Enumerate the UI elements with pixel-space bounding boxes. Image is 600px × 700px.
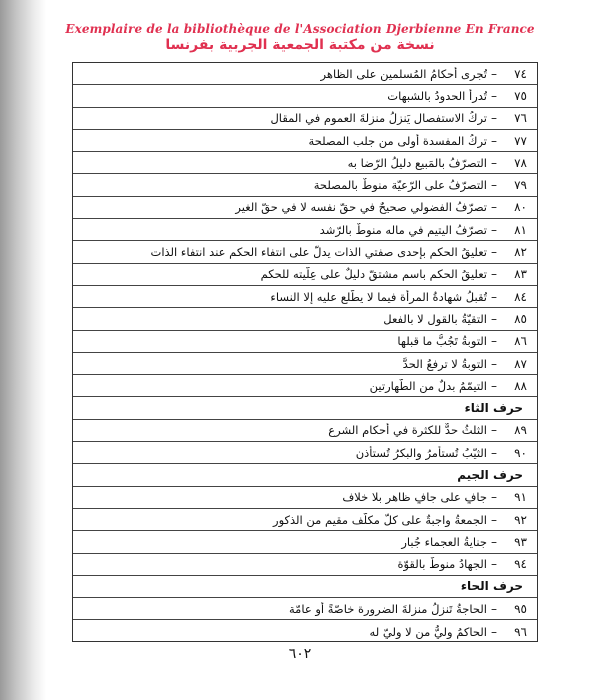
rule-text: الجهادُ منوطٌ بالقوّة xyxy=(397,557,487,572)
rule-dash: – xyxy=(491,178,497,193)
rule-dash: – xyxy=(491,133,497,148)
rule-row xyxy=(73,375,537,397)
rule-number: ٨٩ xyxy=(514,423,527,438)
rule-dash: – xyxy=(491,356,497,371)
scan-edge-shadow xyxy=(0,0,46,700)
rule-row xyxy=(73,442,537,464)
rule-number: ٧٥ xyxy=(514,88,527,103)
rule-text: التوبةُ لا ترفعُ الحدَّ xyxy=(402,356,487,371)
rule-dash: – xyxy=(491,155,497,170)
rule-row xyxy=(73,286,537,308)
rule-dash: – xyxy=(491,267,497,282)
header-french-line: Exemplaire de la bibliothèque de l'Association Djerbienne En France xyxy=(65,22,535,36)
rule-text: الثيّبُ تُستأمرُ والبكرُ تُستأذن xyxy=(355,445,487,460)
rule-number: ٩٥ xyxy=(514,601,527,616)
rule-row xyxy=(73,420,537,442)
rule-text: تعليقُ الحكم بإحدى صفتي الذات يدلّ على انتفاء الحكم عند انتفاء الذات xyxy=(150,245,487,260)
rule-row xyxy=(73,598,537,620)
rule-number: ٩٣ xyxy=(514,534,527,549)
rule-row xyxy=(73,152,537,174)
rule-number: ٧٨ xyxy=(514,155,527,170)
rule-number: ٨٦ xyxy=(514,334,527,349)
rule-text: تُدرأ الحدودُ بالشبهات xyxy=(387,88,487,103)
rule-dash: – xyxy=(491,311,497,326)
rule-dash: – xyxy=(491,200,497,215)
rule-row xyxy=(73,620,537,642)
rule-number: ٩٢ xyxy=(514,512,527,527)
rule-text: تعليقُ الحكم باسم مشتقّ دليلٌ على عِلّيته للحكم xyxy=(260,267,487,282)
section-heading: حرف الثاء xyxy=(464,401,523,416)
rule-number: ٨٨ xyxy=(514,378,527,393)
rule-dash: – xyxy=(491,66,497,81)
rule-text: التقيّةُ بالقول لا بالفعل xyxy=(383,311,487,326)
rule-number: ٧٦ xyxy=(514,111,527,126)
section-heading: حرف الحاء xyxy=(460,579,523,594)
rule-number: ٩٦ xyxy=(514,624,527,639)
rule-number: ٧٧ xyxy=(514,133,527,148)
rule-dash: – xyxy=(491,289,497,304)
rule-dash: – xyxy=(491,512,497,527)
rule-dash: – xyxy=(491,423,497,438)
rule-row xyxy=(73,264,537,286)
rule-number: ٨٥ xyxy=(514,311,527,326)
rule-dash: – xyxy=(491,111,497,126)
rule-number: ٧٩ xyxy=(514,178,527,193)
rule-row xyxy=(73,509,537,531)
rule-row xyxy=(73,487,537,509)
rule-dash: – xyxy=(491,445,497,460)
rule-text: التصرّفُ على الرّعيّة منوطٌ بالمصلحة xyxy=(313,178,487,193)
rule-text: التصرّفُ بالمَبيع دليلُ الرّضا به xyxy=(347,155,487,170)
rule-number: ٩٤ xyxy=(514,557,527,572)
rule-dash: – xyxy=(491,222,497,237)
rule-number: ٨٧ xyxy=(514,356,527,371)
rule-text: الحاكمُ وليُّ من لا وليّ له xyxy=(369,624,487,639)
rule-dash: – xyxy=(491,624,497,639)
header-arabic-line: نسخة من مكتبة الجمعية الجربية بفرنسا xyxy=(165,37,435,53)
rule-text: تصرّفُ الفضولي صحيحٌ في حقّ نفسه لا في حقّ الغير xyxy=(235,200,487,215)
rule-row xyxy=(73,174,537,196)
rule-dash: – xyxy=(491,601,497,616)
section-heading-row xyxy=(73,464,537,486)
rule-row xyxy=(73,241,537,263)
rule-number: ٨٤ xyxy=(514,289,527,304)
section-heading-row xyxy=(73,397,537,419)
rule-dash: – xyxy=(491,490,497,505)
rule-dash: – xyxy=(491,557,497,572)
rule-text: تُقبلُ شهادةُ المرأة فيما لا يطّلع عليه إلا النساء xyxy=(270,289,487,304)
rule-number: ٨٢ xyxy=(514,245,527,260)
rule-row xyxy=(73,85,537,107)
rule-text: الجمعةُ واجبةٌ على كلّ مكلّف مقيمٍ من الذكور xyxy=(273,512,487,527)
rule-dash: – xyxy=(491,378,497,393)
rule-number: ٩١ xyxy=(514,490,527,505)
rule-dash: – xyxy=(491,534,497,549)
rule-row xyxy=(73,130,537,152)
rule-text: الثلثُ حدٌّ للكثرة في أحكام الشرع xyxy=(328,423,487,438)
rule-row xyxy=(73,197,537,219)
rule-row xyxy=(73,353,537,375)
rule-row xyxy=(73,331,537,353)
library-stamp-header xyxy=(0,22,600,53)
rule-text: جنايةُ العجماء جُبار xyxy=(401,534,487,549)
rules-table xyxy=(72,62,538,642)
rule-number: ٧٤ xyxy=(514,66,527,81)
rule-text: الحاجةُ تَنزلُ منزلةَ الضرورة خاصّةً أو عامّة xyxy=(289,601,487,616)
rule-number: ٨١ xyxy=(514,222,527,237)
rule-text: تركُ الاستفصال يَنزلُ منزلةَ العموم في المقال xyxy=(270,111,487,126)
rule-dash: – xyxy=(491,334,497,349)
page-number: ٦٠٢ xyxy=(288,646,312,662)
rule-dash: – xyxy=(491,88,497,103)
rule-text: التيمّمُ بدلٌ من الطّهارتين xyxy=(369,378,487,393)
rule-number: ٨٣ xyxy=(514,267,527,282)
rule-row xyxy=(73,531,537,553)
section-heading-row xyxy=(73,576,537,598)
rule-text: تصرّفُ اليتيم في ماله منوطٌ بالرّشد xyxy=(319,222,487,237)
rule-number: ٩٠ xyxy=(514,445,527,460)
rule-text: جافٍ على جافٍ ظاهرٍ بلا خلاف xyxy=(342,490,487,505)
section-heading: حرف الجيم xyxy=(457,467,523,482)
rule-row xyxy=(73,554,537,576)
rule-number: ٨٠ xyxy=(514,200,527,215)
rule-row xyxy=(73,108,537,130)
rule-row xyxy=(73,219,537,241)
rule-row xyxy=(73,63,537,85)
rule-row xyxy=(73,308,537,330)
rule-dash: – xyxy=(491,245,497,260)
rule-text: التوبةُ تَجُبُّ ما قبلها xyxy=(397,334,487,349)
rule-text: تركُ المفسدة أولى من جلب المصلحة xyxy=(308,133,487,148)
rule-text: تُجرى أحكامُ المُسلمين على الظاهر xyxy=(320,66,487,81)
